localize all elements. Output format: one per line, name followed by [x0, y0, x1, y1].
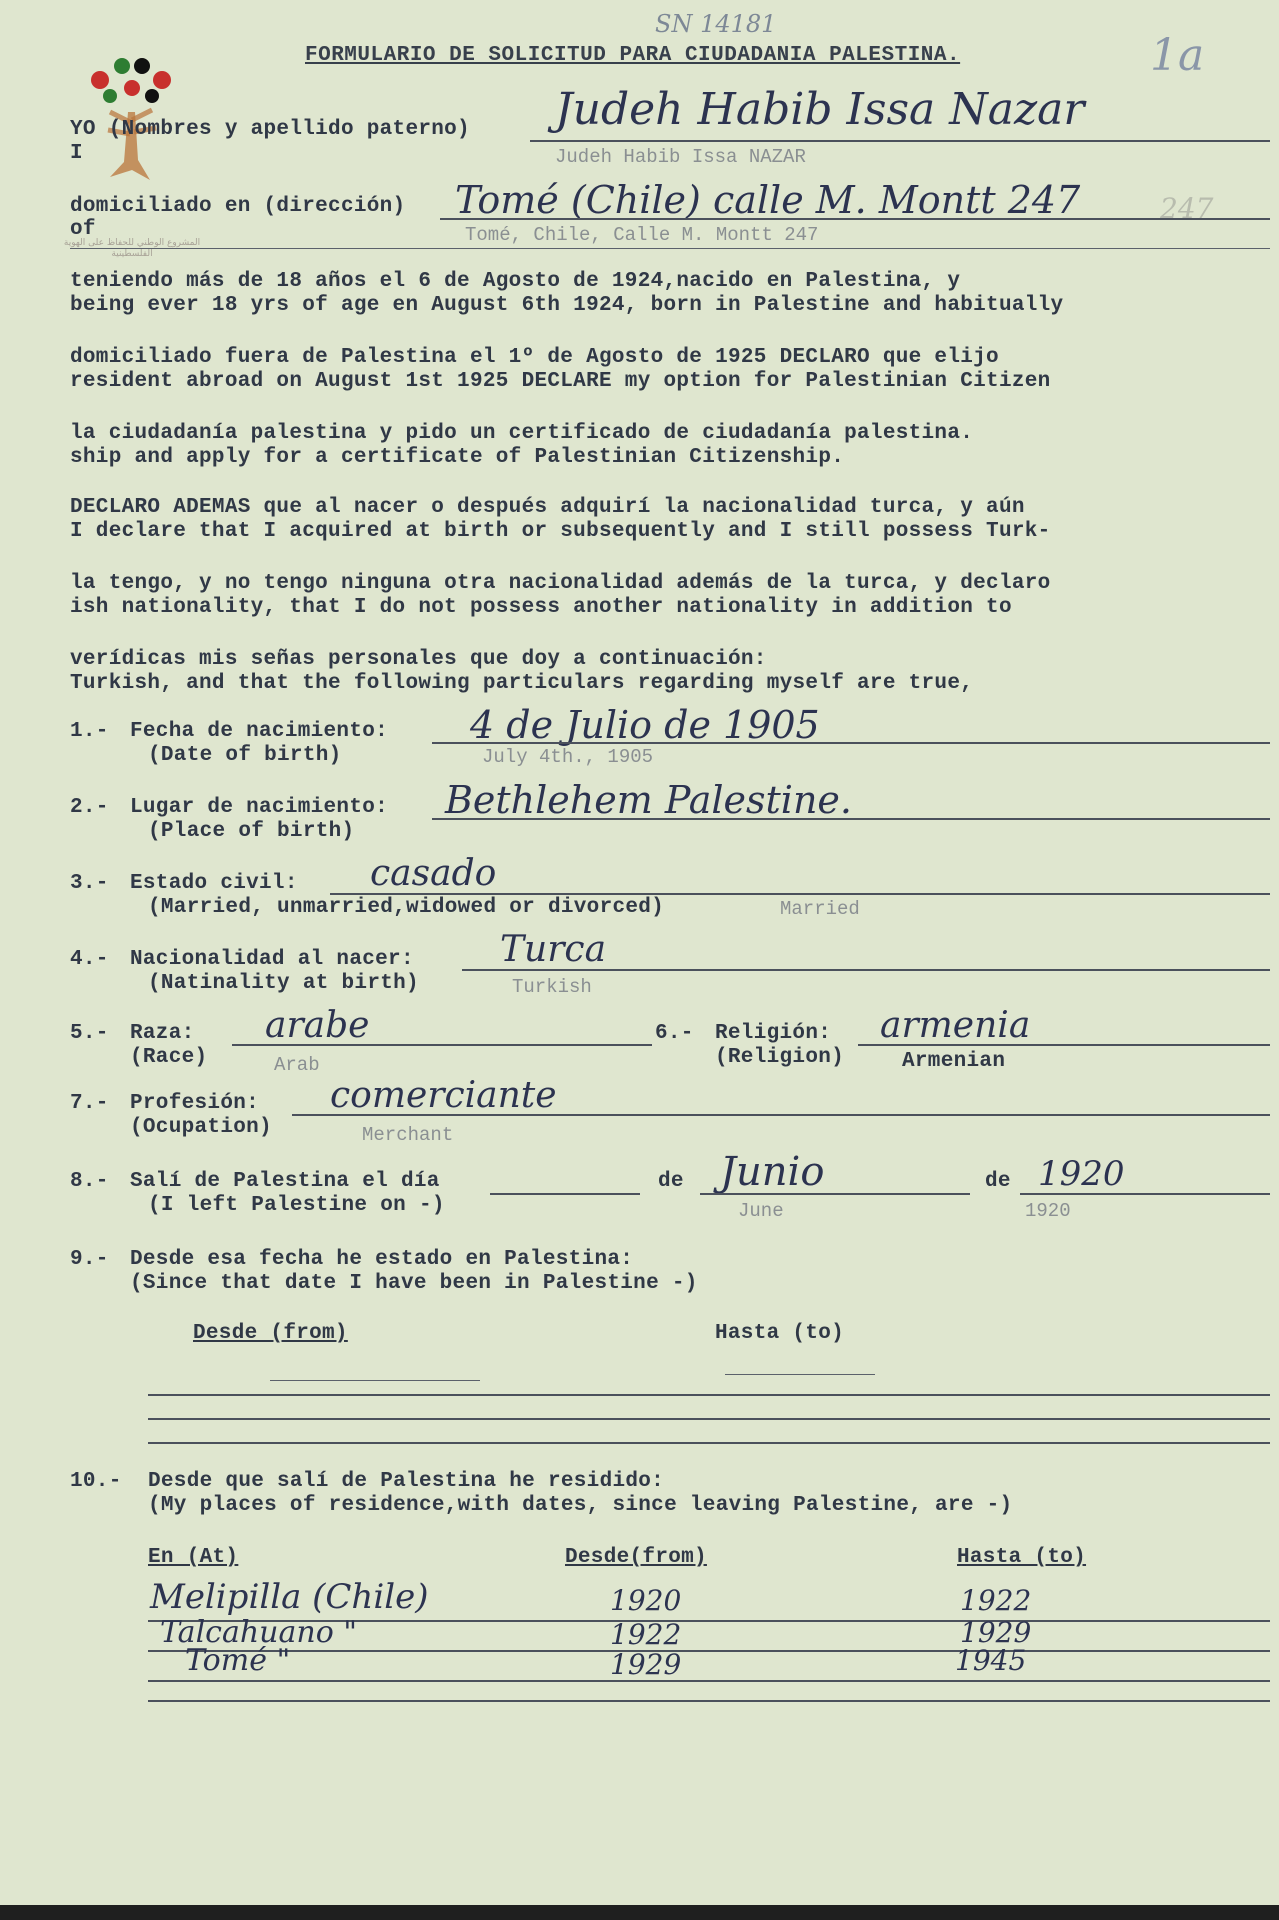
field-4-label-en: (Natinality at birth): [148, 972, 419, 995]
name-handwritten: Judeh Habib Issa Nazar: [555, 84, 1085, 135]
field-4-label-es: Nacionalidad al nacer:: [130, 948, 414, 971]
declaration-es-2: domiciliado fuera de Palestina el 1º de Agosto de 1925 DECLARO que elijo: [70, 346, 999, 369]
address-label-en: of: [70, 218, 96, 241]
field-6-handwritten: armenia: [880, 1005, 1031, 1046]
field-8-day-underline: [490, 1193, 640, 1195]
declaration-en-5: ish nationality, that I do not possess another nationality in addition to: [70, 596, 1012, 619]
residence-1-from: 1920: [610, 1584, 682, 1617]
field-1-label-es: Fecha de nacimiento:: [130, 720, 389, 743]
address-underline: [440, 218, 1270, 220]
field-8-month-handwritten: Junio: [720, 1149, 825, 1195]
field-9-col-to: Hasta (to): [715, 1322, 845, 1345]
field-2-number: 2.-: [70, 796, 109, 819]
field-4-typed: Turkish: [512, 976, 592, 998]
field-8-de-2: de: [985, 1170, 1011, 1193]
field-4-handwritten: Turca: [500, 929, 607, 970]
field-3-typed: Married: [780, 898, 860, 920]
residence-rule-2: [148, 1650, 1270, 1652]
field-6-underline: [858, 1044, 1270, 1046]
field-10-col-from: Desde(from): [565, 1546, 707, 1569]
field-9-to-underline: [725, 1374, 875, 1375]
field-9-rule-1: [148, 1394, 1270, 1396]
serial-note: SN 14181: [655, 10, 777, 38]
field-2-handwritten: Bethlehem Palestine.: [445, 778, 852, 822]
residence-3-place: Tomé ": [185, 1643, 291, 1678]
declaration-en-4: I declare that I acquired at birth or subsequently and I still possess Turk-: [70, 520, 1051, 543]
residence-2-place: Talcahuano ": [160, 1615, 358, 1650]
field-9-number: 9.-: [70, 1248, 109, 1271]
name-typed: Judeh Habib Issa NAZAR: [555, 146, 806, 168]
form-title: FORMULARIO DE SOLICITUD PARA CIUDADANIA PALESTINA.: [305, 44, 961, 67]
field-7-typed: Merchant: [362, 1124, 454, 1146]
declaration-es-5: la tengo, y no tengo ninguna otra nacionalidad además de la turca, y declaro: [70, 572, 1051, 595]
field-2-label-es: Lugar de nacimiento:: [130, 796, 389, 819]
field-8-label-en: (I left Palestine on -): [148, 1194, 445, 1217]
field-10-col-to: Hasta (to): [957, 1546, 1087, 1569]
field-5-label-en: (Race): [130, 1046, 208, 1069]
declaration-en-2: resident abroad on August 1st 1925 DECLARE my option for Palestinian Citizen: [70, 370, 1051, 393]
field-8-month-typed: June: [738, 1200, 784, 1222]
declaration-en-3: ship and apply for a certificate of Palestinian Citizenship.: [70, 446, 845, 469]
field-10-label-es: Desde que salí de Palestina he residido:: [148, 1470, 665, 1493]
field-4-underline: [462, 969, 1270, 971]
field-7-underline: [292, 1114, 1270, 1116]
address-typed: Tomé, Chile, Calle M. Montt 247: [465, 224, 819, 246]
field-8-de-1: de: [658, 1170, 684, 1193]
declaration-en-1: being ever 18 yrs of age en August 6th 1924, born in Palestine and habitually: [70, 294, 1064, 317]
declaration-es-3: la ciudadanía palestina y pido un certificado de ciudadanía palestina.: [70, 422, 974, 445]
field-10-label-en: (My places of residence,with dates, since leaving Palestine, are -): [148, 1494, 1013, 1517]
field-10-col-at: En (At): [148, 1546, 239, 1569]
field-2-label-en: (Place of birth): [148, 820, 355, 843]
field-1-underline: [432, 742, 1270, 744]
field-5-label-es: Raza:: [130, 1022, 195, 1045]
field-9-from-underline: [270, 1380, 480, 1381]
field-9-label-en: (Since that date I have been in Palestine -): [130, 1272, 698, 1295]
field-1-typed: July 4th., 1905: [482, 746, 654, 768]
residence-3-from: 1929: [610, 1648, 682, 1681]
field-8-label-es: Salí de Palestina el día: [130, 1170, 440, 1193]
field-6-number: 6.-: [655, 1022, 694, 1045]
declaration-es-1: teniendo más de 18 años el 6 de Agosto de 1924,nacido en Palestina, y: [70, 270, 961, 293]
name-label-es: YO (Nombres y apellido paterno): [70, 118, 470, 141]
field-8-year-handwritten: 1920: [1038, 1154, 1125, 1194]
field-3-number: 3.-: [70, 872, 109, 895]
residence-rule-4: [148, 1700, 1270, 1702]
declaration-es-4: DECLARO ADEMAS que al nacer o después adquirí la nacionalidad turca, y aún: [70, 496, 1025, 519]
address-handwritten: Tomé (Chile) calle M. Montt 247: [455, 178, 1081, 222]
field-6-label-es: Religión:: [715, 1022, 832, 1045]
field-5-handwritten: arabe: [265, 1005, 370, 1046]
declaration-en-6: Turkish, and that the following particulars regarding myself are true,: [70, 672, 974, 695]
field-3-handwritten: casado: [370, 853, 497, 894]
field-7-label-en: (Ocupation): [130, 1116, 272, 1139]
field-4-number: 4.-: [70, 948, 109, 971]
field-9-label-es: Desde esa fecha he estado en Palestina:: [130, 1248, 634, 1271]
field-7-number: 7.-: [70, 1092, 109, 1115]
field-6-label-en: (Religion): [715, 1046, 845, 1069]
field-8-year-underline: [1020, 1193, 1270, 1195]
address-label-es: domiciliado en (dirección): [70, 195, 406, 218]
field-10-number: 10.-: [70, 1470, 122, 1493]
name-underline: [530, 140, 1270, 142]
field-9-rule-3: [148, 1442, 1270, 1444]
address-margin-note: 247: [1160, 192, 1214, 225]
field-5-number: 5.-: [70, 1022, 109, 1045]
field-7-handwritten: comerciante: [330, 1075, 557, 1116]
declaration-es-6: verídicas mis señas personales que doy a continuación:: [70, 648, 767, 671]
field-6-typed: Armenian: [902, 1050, 1006, 1073]
field-9-col-from: Desde (from): [193, 1322, 348, 1345]
field-8-number: 8.-: [70, 1170, 109, 1193]
residence-1-place: Melipilla (Chile): [150, 1577, 429, 1617]
field-1-label-en: (Date of birth): [148, 744, 342, 767]
field-3-label-es: Estado civil:: [130, 872, 298, 895]
residence-1-to: 1922: [960, 1584, 1032, 1617]
field-3-label-en: (Married, unmarried,widowed or divorced): [148, 896, 665, 919]
residence-3-to: 1945: [955, 1644, 1027, 1677]
name-label-en: I: [70, 142, 83, 165]
field-1-handwritten: 4 de Julio de 1905: [470, 703, 820, 747]
field-3-underline: [330, 893, 1270, 895]
address-rule: [70, 248, 1270, 249]
scan-border: [0, 1905, 1279, 1920]
field-5-typed: Arab: [274, 1054, 320, 1076]
page-mark: 1a: [1150, 30, 1205, 81]
field-2-underline: [432, 818, 1270, 820]
residence-rule-3: [148, 1680, 1270, 1682]
field-9-rule-2: [148, 1418, 1270, 1420]
field-7-label-es: Profesión:: [130, 1092, 260, 1115]
residence-2-to: 1929: [960, 1616, 1032, 1649]
residence-2-from: 1922: [610, 1618, 682, 1651]
logo-caption: المشروع الوطني للحفاظ على الهوية الفلسطينية: [63, 238, 201, 259]
field-8-month-underline: [700, 1193, 970, 1195]
field-1-number: 1.-: [70, 720, 109, 743]
field-5-underline: [232, 1044, 652, 1046]
field-8-year-typed: 1920: [1025, 1200, 1071, 1222]
